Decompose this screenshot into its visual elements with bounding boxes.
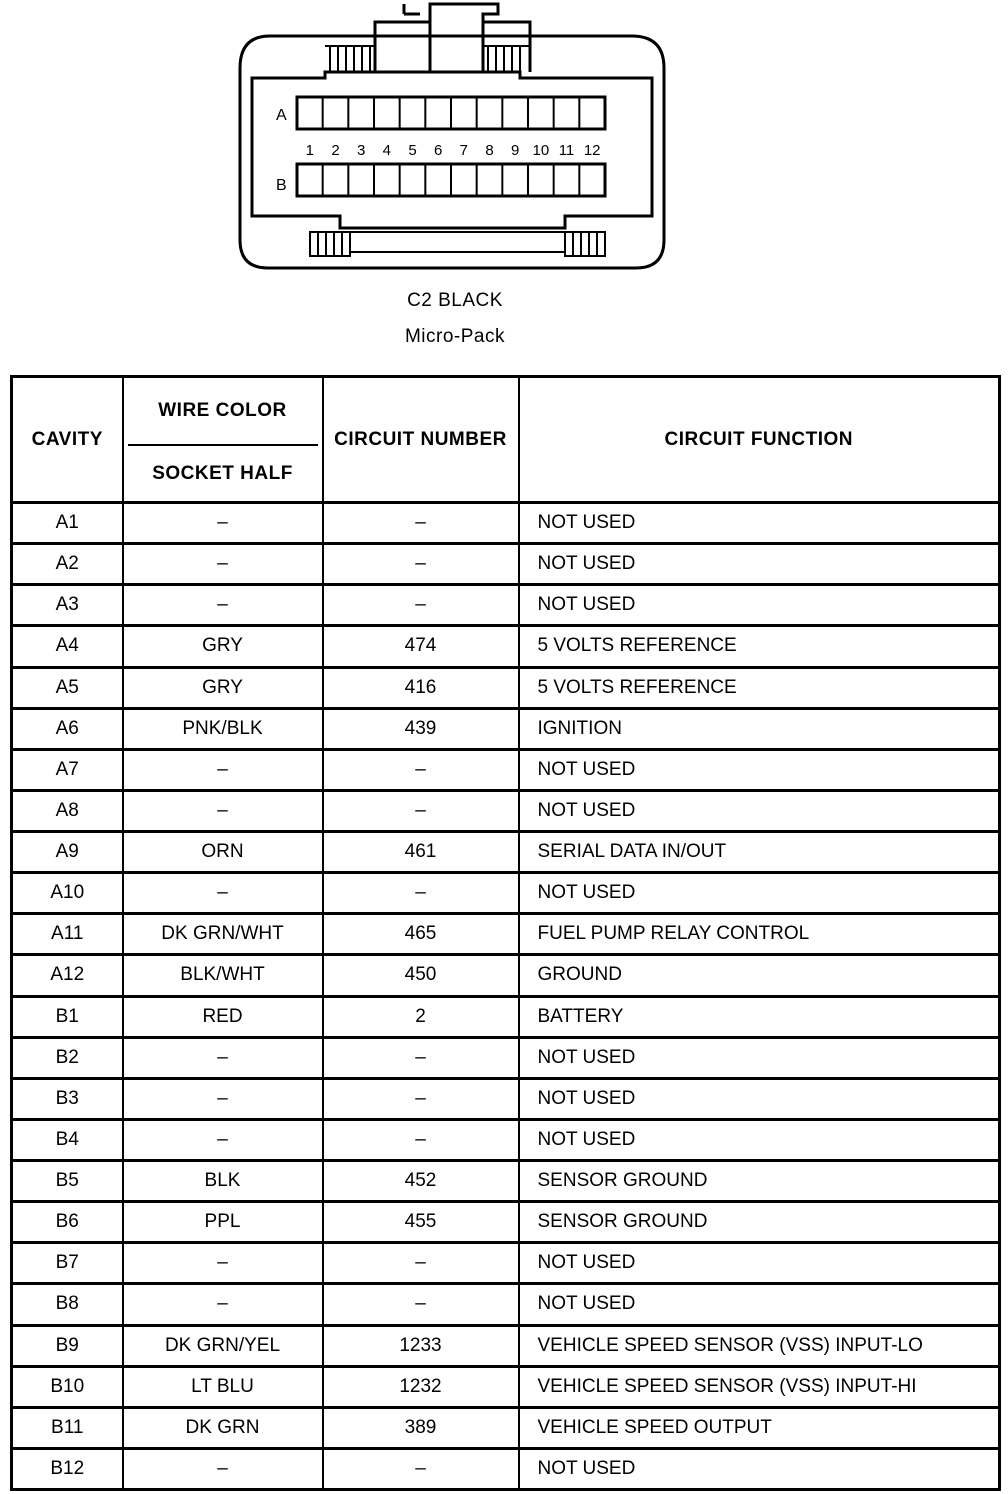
circuit-number-cell: 439 [323, 708, 519, 749]
connector-top-latch [375, 4, 530, 72]
circuit-number-cell: 389 [323, 1407, 519, 1448]
pin-number-label: 4 [382, 142, 392, 159]
cavity-cell: A6 [12, 708, 123, 749]
table-row [12, 626, 1000, 667]
pin-number-label: 6 [433, 142, 443, 159]
circuit-function-cell: SENSOR GROUND [519, 1202, 1000, 1243]
table-row [12, 1037, 1000, 1078]
connector-diagram [0, 0, 1008, 285]
wire-color-cell: GRY [123, 626, 323, 667]
circuit-number-cell: 474 [323, 626, 519, 667]
cavity-cell: B6 [12, 1202, 123, 1243]
table-row [12, 503, 1000, 544]
cavity-cell: A7 [12, 749, 123, 790]
circuit-function-cell: NOT USED [519, 544, 1000, 585]
table-row [12, 1202, 1000, 1243]
circuit-function-cell: VEHICLE SPEED SENSOR (VSS) INPUT-LO [519, 1325, 1000, 1366]
wire-color-cell: – [123, 1119, 323, 1160]
wire-color-cell: PNK/BLK [123, 708, 323, 749]
circuit-number-cell: 1232 [323, 1366, 519, 1407]
table-row [12, 1407, 1000, 1448]
table-row [12, 790, 1000, 831]
table-row [12, 832, 1000, 873]
cavity-cell: B3 [12, 1078, 123, 1119]
wire-color-cell: RED [123, 996, 323, 1037]
wire-color-cell: – [123, 749, 323, 790]
cavity-cell: A5 [12, 667, 123, 708]
circuit-function-cell: 5 VOLTS REFERENCE [519, 667, 1000, 708]
circuit-function-cell: 5 VOLTS REFERENCE [519, 626, 1000, 667]
pin-number-label: 8 [485, 142, 494, 159]
table-row [12, 585, 1000, 626]
cavity-cell: B5 [12, 1161, 123, 1202]
circuit-number-cell: – [323, 873, 519, 914]
circuit-number-cell: – [323, 503, 519, 544]
cavity-cell: A11 [12, 914, 123, 955]
cavity-cell: A10 [12, 873, 123, 914]
pin-number-label: 7 [459, 142, 469, 159]
header-wire-color-label: WIRE COLOR [128, 378, 318, 446]
table-row [12, 1284, 1000, 1325]
pin-number-label: 12 [583, 142, 601, 159]
table-row [12, 1078, 1000, 1119]
connector-subtitle: Micro-Pack [404, 326, 505, 347]
header-wire-color [123, 377, 323, 503]
table-row [12, 873, 1000, 914]
wire-color-cell: – [123, 1078, 323, 1119]
cavity-cell: B12 [12, 1448, 123, 1489]
circuit-function-cell: NOT USED [519, 1119, 1000, 1160]
circuit-function-cell: NOT USED [519, 1448, 1000, 1489]
wire-color-cell: DK GRN [123, 1407, 323, 1448]
table-row [12, 1366, 1000, 1407]
circuit-function-cell: NOT USED [519, 585, 1000, 626]
circuit-function-cell: GROUND [519, 955, 1000, 996]
circuit-number-cell: – [323, 585, 519, 626]
row-b-label: B [276, 177, 287, 194]
cavity-cell: B9 [12, 1325, 123, 1366]
circuit-number-cell: 450 [323, 955, 519, 996]
circuit-number-cell: – [323, 749, 519, 790]
circuit-number-cell: 416 [323, 667, 519, 708]
wire-color-cell: DK GRN/WHT [123, 914, 323, 955]
cavity-cell: B4 [12, 1119, 123, 1160]
circuit-function-cell: NOT USED [519, 503, 1000, 544]
table-row [12, 996, 1000, 1037]
cavity-cell: B8 [12, 1284, 123, 1325]
pin-number-label: 3 [356, 142, 366, 159]
table-row [12, 1243, 1000, 1284]
circuit-function-cell: BATTERY [519, 996, 1000, 1037]
wire-color-cell: LT BLU [123, 1366, 323, 1407]
connector-title: C2 BLACK [407, 290, 503, 311]
header-circuit-number: CIRCUIT NUMBER [323, 377, 519, 503]
circuit-function-cell: NOT USED [519, 1037, 1000, 1078]
header-circuit-function: CIRCUIT FUNCTION [519, 377, 1000, 503]
wire-color-cell: – [123, 503, 323, 544]
table-row [12, 1119, 1000, 1160]
wire-color-cell: PPL [123, 1202, 323, 1243]
circuit-function-cell: SENSOR GROUND [519, 1161, 1000, 1202]
pinout-table [10, 375, 1001, 1491]
circuit-function-cell: VEHICLE SPEED SENSOR (VSS) INPUT-HI [519, 1366, 1000, 1407]
table-row [12, 1325, 1000, 1366]
header-socket-half: SOCKET HALF [152, 463, 293, 484]
table-row [12, 667, 1000, 708]
header-cavity: CAVITY [12, 377, 123, 503]
circuit-function-cell: NOT USED [519, 790, 1000, 831]
wire-color-cell: – [123, 1037, 323, 1078]
wire-color-cell: – [123, 1448, 323, 1489]
wire-color-cell: BLK/WHT [123, 955, 323, 996]
table-row [12, 708, 1000, 749]
cavity-cell: A8 [12, 790, 123, 831]
wire-color-cell: – [123, 790, 323, 831]
wire-color-cell: ORN [123, 832, 323, 873]
circuit-number-cell: 465 [323, 914, 519, 955]
pin-number-label: 2 [331, 142, 340, 159]
wire-color-cell: BLK [123, 1161, 323, 1202]
pin-number-label: 9 [510, 142, 520, 159]
circuit-number-cell: 1233 [323, 1325, 519, 1366]
circuit-number-cell: – [323, 1284, 519, 1325]
wire-color-cell: – [123, 1243, 323, 1284]
cavity-cell: B7 [12, 1243, 123, 1284]
wire-color-cell: – [123, 873, 323, 914]
circuit-function-cell: IGNITION [519, 708, 1000, 749]
cavity-cell: A3 [12, 585, 123, 626]
circuit-function-cell: NOT USED [519, 1078, 1000, 1119]
circuit-number-cell: 2 [323, 996, 519, 1037]
cavity-cell: A2 [12, 544, 123, 585]
pin-number-label: 1 [305, 142, 315, 159]
cavity-cell: B10 [12, 1366, 123, 1407]
wire-color-cell: GRY [123, 667, 323, 708]
cavity-cell: B1 [12, 996, 123, 1037]
cavity-cell: A12 [12, 955, 123, 996]
cavity-cell: A9 [12, 832, 123, 873]
circuit-function-cell: SERIAL DATA IN/OUT [519, 832, 1000, 873]
wire-color-cell: – [123, 1284, 323, 1325]
cavity-cell: A4 [12, 626, 123, 667]
table-row [12, 1161, 1000, 1202]
cavity-cell: A1 [12, 503, 123, 544]
circuit-function-cell: NOT USED [519, 873, 1000, 914]
wire-color-cell: – [123, 585, 323, 626]
circuit-function-cell: VEHICLE SPEED OUTPUT [519, 1407, 1000, 1448]
pin-number-label: 10 [532, 142, 550, 159]
row-a-label: A [276, 107, 287, 124]
pin-number-label: 5 [408, 142, 417, 159]
circuit-function-cell: FUEL PUMP RELAY CONTROL [519, 914, 1000, 955]
table-row [12, 914, 1000, 955]
cavity-cell: B11 [12, 1407, 123, 1448]
wire-color-cell: DK GRN/YEL [123, 1325, 323, 1366]
circuit-number-cell: 461 [323, 832, 519, 873]
wire-color-cell: – [123, 544, 323, 585]
circuit-number-cell: – [323, 1243, 519, 1284]
table-row [12, 749, 1000, 790]
pin-number-label: 11 [558, 142, 575, 159]
circuit-function-cell: NOT USED [519, 1243, 1000, 1284]
circuit-number-cell: 455 [323, 1202, 519, 1243]
circuit-function-cell: NOT USED [519, 1284, 1000, 1325]
cavity-cell: B2 [12, 1037, 123, 1078]
circuit-number-cell: – [323, 1037, 519, 1078]
circuit-number-cell: – [323, 1119, 519, 1160]
table-row [12, 955, 1000, 996]
circuit-number-cell: – [323, 1078, 519, 1119]
circuit-function-cell: NOT USED [519, 749, 1000, 790]
circuit-number-cell: – [323, 790, 519, 831]
circuit-number-cell: 452 [323, 1161, 519, 1202]
circuit-number-cell: – [323, 544, 519, 585]
table-row [12, 544, 1000, 585]
table-row [12, 1448, 1000, 1489]
circuit-number-cell: – [323, 1448, 519, 1489]
